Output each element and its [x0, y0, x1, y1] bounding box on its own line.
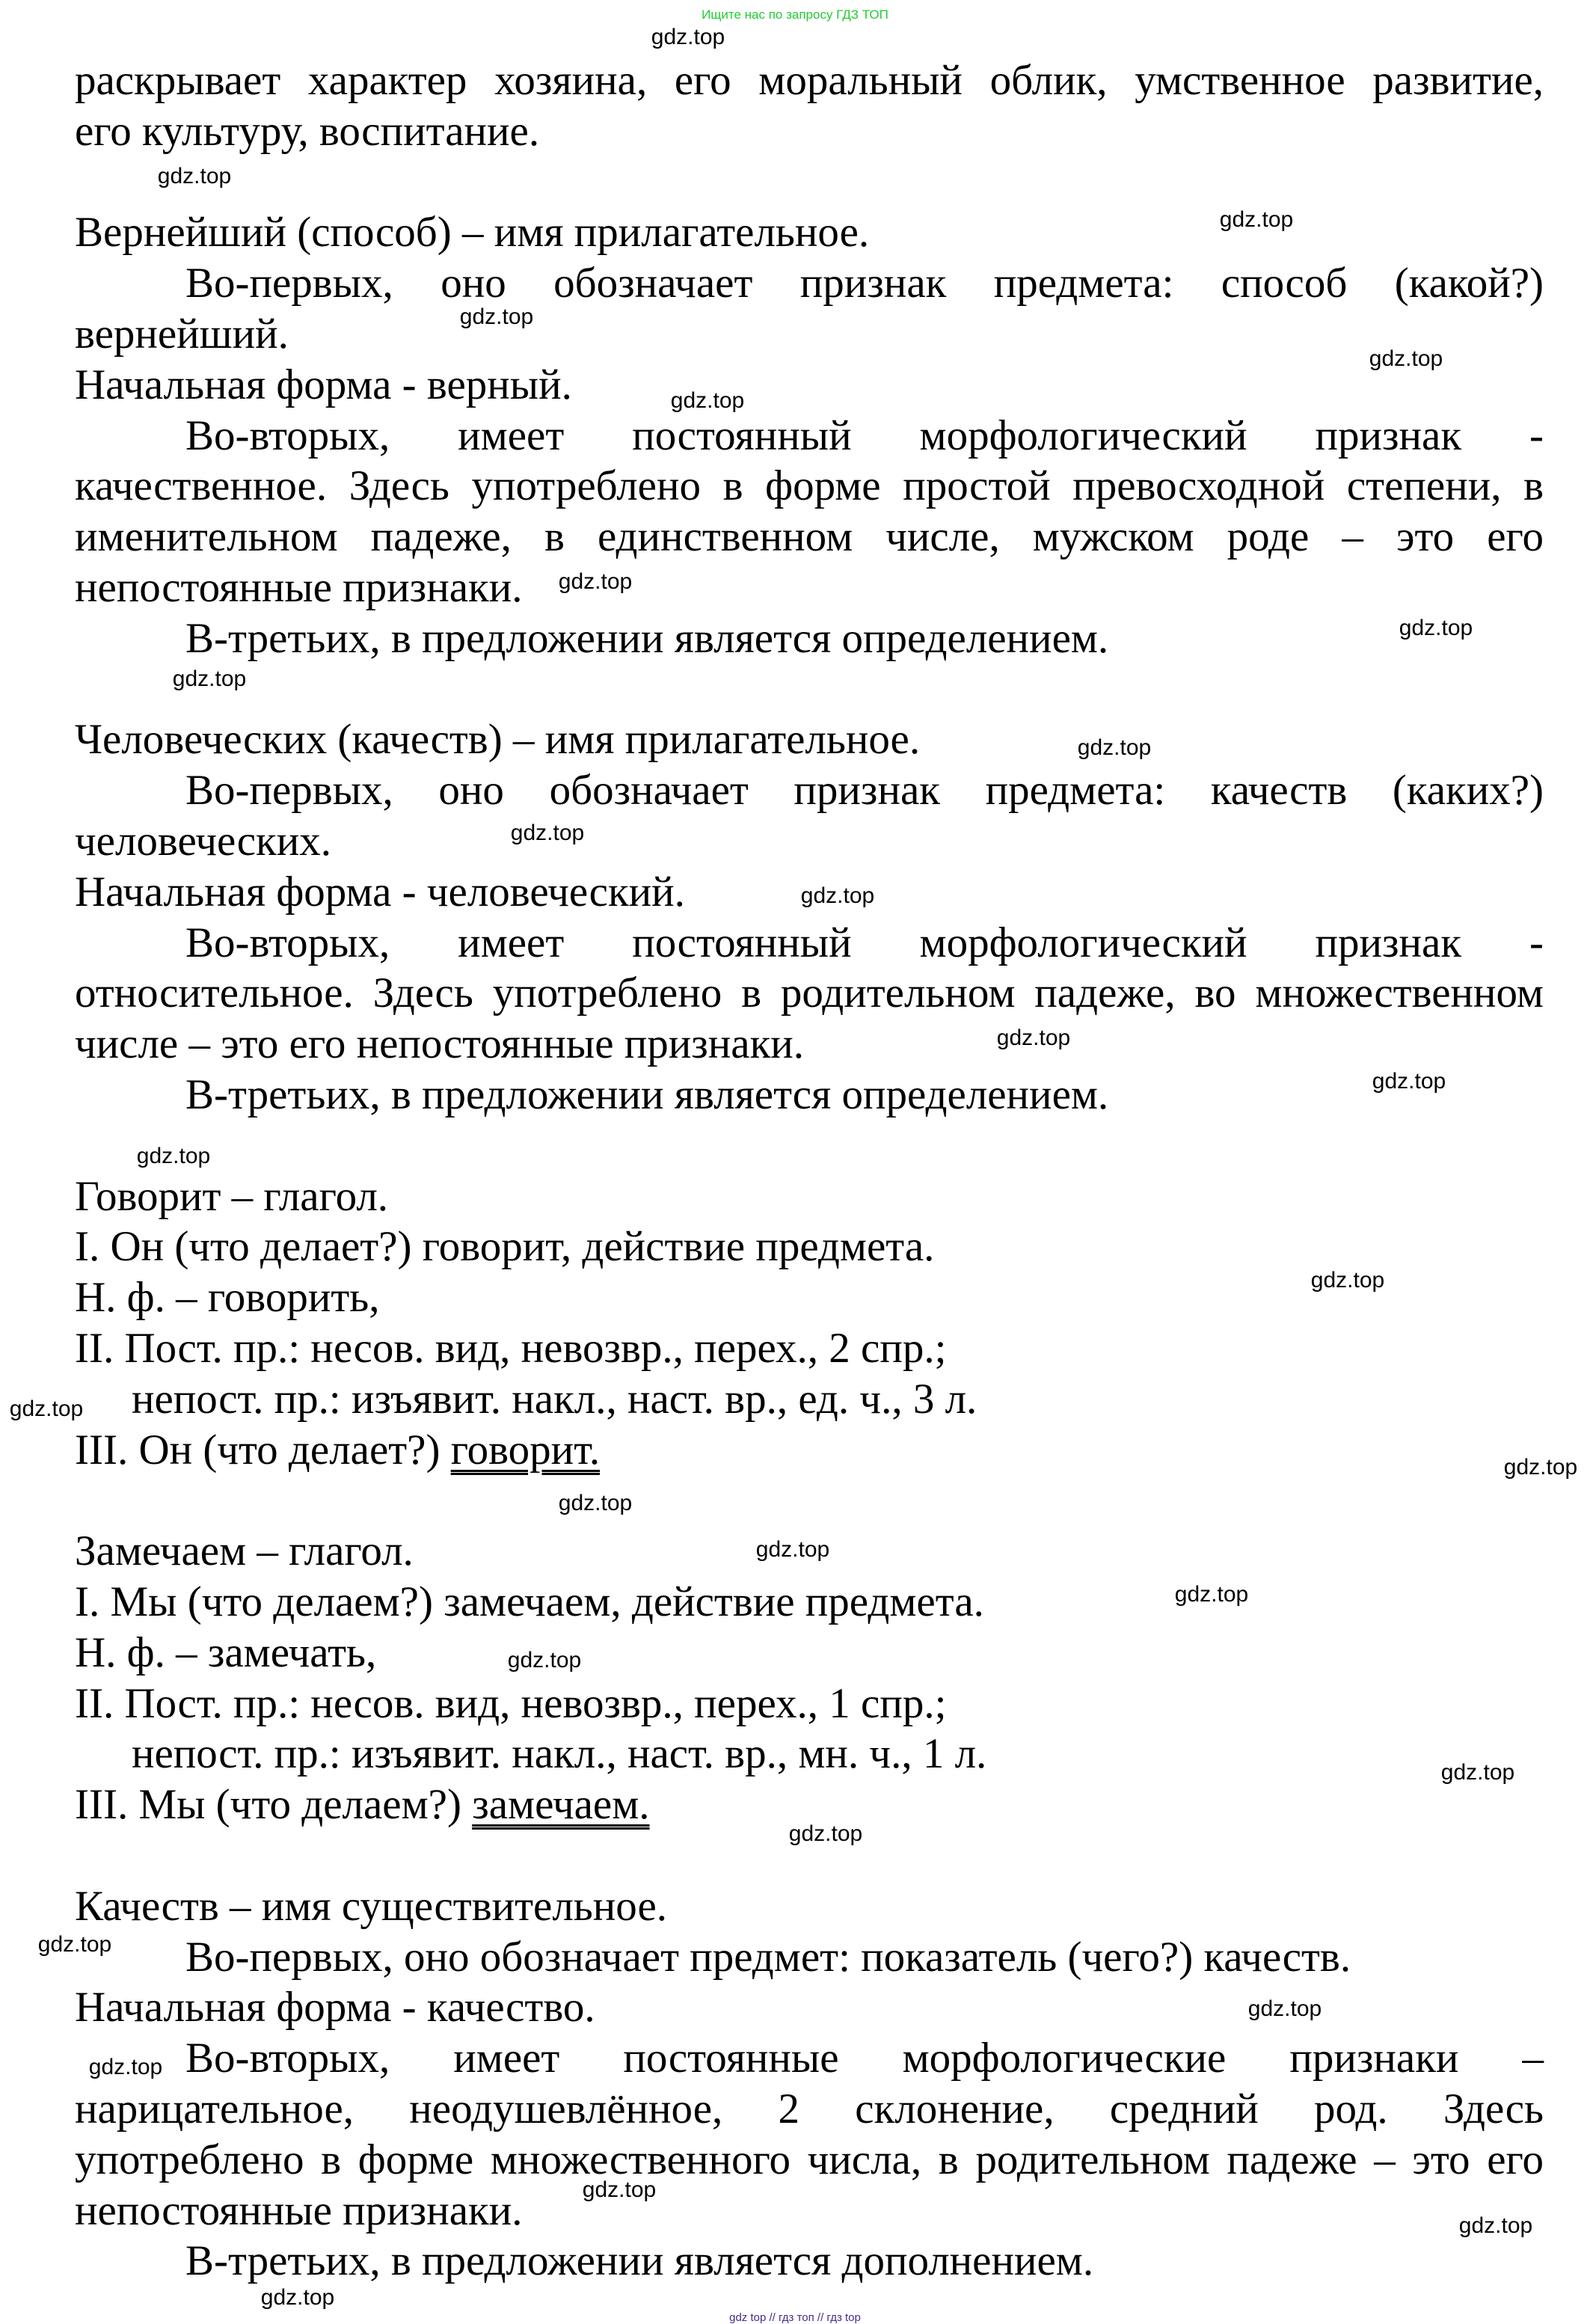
text-fragment: III. Мы (что делаем?) — [75, 1781, 473, 1829]
watermark: gdz.top — [651, 25, 725, 49]
text-line: В-третьих, в предложении является определением. — [185, 614, 1109, 662]
text-line: Во-первых, оно обозначает признак предмета: способ (какой?) — [185, 260, 1544, 307]
watermark: gdz.top — [1372, 1069, 1446, 1094]
text-line: числе – это его непостоянные признаки. — [75, 1020, 805, 1068]
watermark: gdz.top — [136, 1144, 211, 1168]
text-line — [75, 1428, 1544, 1473]
watermark: gdz.top — [88, 2055, 163, 2079]
text-line: В-третьих, в предложении является определением. — [185, 1071, 1109, 1118]
text-line: раскрывает характер хозяина, его моральный облик, умственное развитие, — [75, 57, 1544, 104]
watermark: gdz.top — [558, 1491, 633, 1515]
text-line: непост. пр.: изъявит. накл., наст. вр., ед. ч., 3 л. — [132, 1375, 977, 1423]
text-line: непостоянные признаки. — [75, 2186, 523, 2234]
section-heading: Замечаем – глагол. — [75, 1527, 414, 1575]
text-fragment: III. Он (что делает?) — [75, 1426, 451, 1474]
watermark: gdz.top — [157, 164, 232, 188]
text-line: Начальная форма - верный. — [75, 361, 572, 408]
watermark: gdz.top — [1219, 207, 1294, 232]
watermark: gdz.top — [788, 1821, 863, 1846]
section-heading: Человеческих (качеств) – имя прилагательное. — [75, 716, 921, 764]
watermark: gdz.top — [1440, 1760, 1515, 1785]
text-line: Н. ф. – говорить, — [75, 1274, 380, 1322]
underlined-predicate: замечаем. — [472, 1781, 650, 1829]
text-line: человеческих. — [75, 818, 332, 865]
text-line: вернейший. — [75, 310, 289, 358]
watermark: gdz.top — [1458, 2213, 1533, 2238]
text-line: I. Он (что делает?) говорит, действие предмета. — [75, 1223, 935, 1271]
text-line: относительное. Здесь употреблено в родительном падеже, во множественном — [75, 969, 1544, 1017]
watermark: gdz.top — [755, 1537, 830, 1562]
watermark: gdz.top — [172, 666, 247, 691]
watermark: gdz.top — [459, 304, 534, 329]
watermark: gdz.top — [1503, 1455, 1578, 1480]
text-line: Н. ф. – замечать, — [75, 1628, 377, 1676]
watermark: gdz.top — [582, 2177, 657, 2202]
watermark: gdz.top — [1247, 1996, 1322, 2021]
text-line: употреблено в форме множественного числа, в родительном падеже – это его — [75, 2136, 1544, 2183]
watermark: gdz.top — [1077, 735, 1152, 760]
watermark: gdz.top — [510, 821, 585, 845]
watermark: gdz.top — [558, 569, 633, 594]
text-line: I. Мы (что делаем?) замечаем, действие предмета. — [75, 1578, 984, 1625]
section-heading: Говорит – глагол. — [75, 1172, 389, 1220]
watermark: gdz.top — [1369, 346, 1443, 371]
watermark: gdz.top — [260, 2285, 335, 2310]
watermark: gdz.top — [800, 883, 875, 908]
text-line: нарицательное, неодушевлённое, 2 склонение, средний род. Здесь — [75, 2085, 1544, 2133]
watermark: gdz.top — [9, 1396, 84, 1421]
text-line: Во-вторых, имеет постоянные морфологические признаки – — [185, 2035, 1544, 2082]
text-line: его культуру, воспитание. — [75, 107, 540, 155]
section-heading: Вернейший (способ) – имя прилагательное. — [75, 209, 870, 257]
watermark: gdz.top — [670, 388, 745, 413]
text-line: Во-первых, оно обозначает предмет: показатель (чего?) качеств. — [185, 1933, 1351, 1981]
footer-banner: gdz top // гдз топ // гдз top — [729, 2311, 861, 2324]
text-line: II. Пост. пр.: несов. вид, невозвр., перех., 2 спр.; — [75, 1325, 947, 1372]
text-line: Начальная форма - качество. — [75, 1984, 595, 2032]
text-line: II. Пост. пр.: несов. вид, невозвр., перех., 1 спр.; — [75, 1679, 947, 1727]
watermark: gdz.top — [1399, 616, 1473, 640]
watermark: gdz.top — [1174, 1582, 1249, 1607]
text-line: Во-вторых, имеет постоянный морфологический признак - — [185, 919, 1544, 966]
underlined-predicate: говорит. — [450, 1426, 601, 1474]
section-heading: Качеств – имя существительное. — [75, 1882, 668, 1930]
watermark: gdz.top — [37, 1932, 112, 1957]
text-line: непост. пр.: изъявит. накл., наст. вр., мн. ч., 1 л. — [132, 1730, 987, 1778]
watermark: gdz.top — [1310, 1268, 1385, 1293]
text-line: Начальная форма - человеческий. — [75, 868, 685, 916]
watermark: gdz.top — [507, 1648, 582, 1673]
text-line: Во-первых, оно обозначает признак предмета: качеств (каких?) — [185, 767, 1544, 815]
text-line: Во-вторых, имеет постоянный морфологический признак - — [185, 411, 1544, 459]
text-line: именительном падеже, в единственном числе, мужском роде – это его — [75, 513, 1544, 561]
header-banner: Ищите нас по запросу ГДЗ ТОП — [702, 7, 888, 22]
watermark: gdz.top — [996, 1025, 1071, 1050]
text-line: качественное. Здесь употреблено в форме простой превосходной степени, в — [75, 462, 1544, 510]
text-line: В-третьих, в предложении является дополнением. — [185, 2237, 1094, 2285]
text-line: непостоянные признаки. — [75, 564, 523, 611]
